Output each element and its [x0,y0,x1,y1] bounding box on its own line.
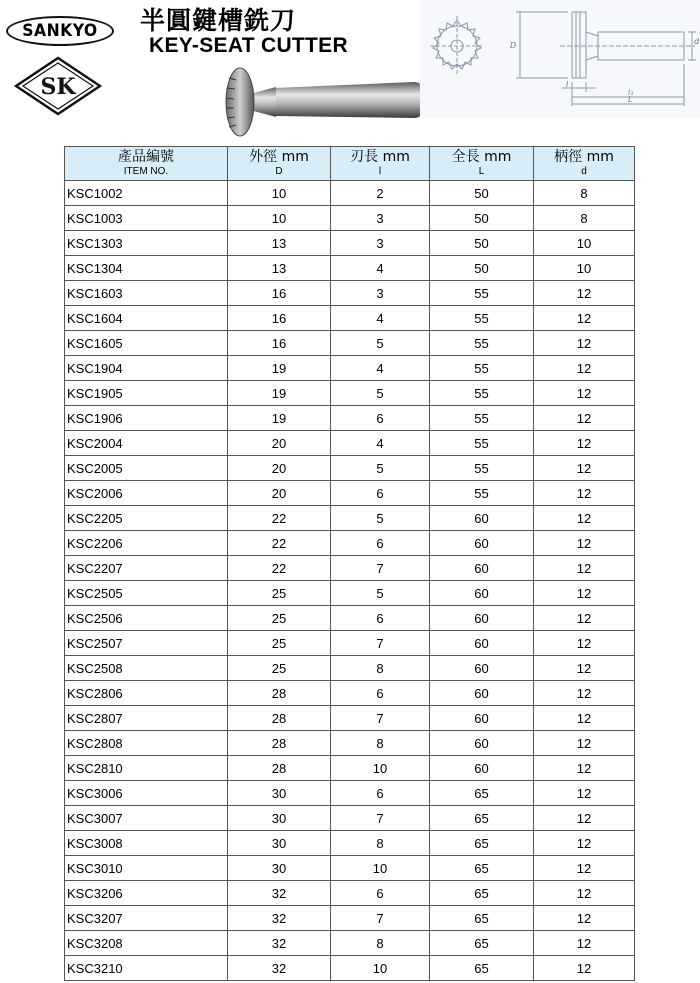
cutting-length-cell: 10 [331,956,430,981]
item-no-cell: KSC1002 [65,181,228,206]
outer-diameter-cell: 28 [228,706,331,731]
shank-diameter-cell: 12 [534,656,635,681]
overall-length-cell: 55 [430,331,534,356]
item-no-cell: KSC3206 [65,881,228,906]
table-row [65,556,635,581]
outer-diameter-cell: 16 [228,281,331,306]
item-no-cell: KSC2004 [65,431,228,456]
spec-table [64,146,635,981]
cutting-length-cell: 4 [331,431,430,456]
item-no-cell: KSC2205 [65,506,228,531]
col-header-shank-diameter [534,147,635,181]
cutting-length-cell: 6 [331,406,430,431]
brand-logo-oval [6,16,114,46]
table-row [65,906,635,931]
table-row [65,856,635,881]
shank-diameter-cell: 12 [534,481,635,506]
shank-diameter-cell: 12 [534,356,635,381]
table-row [65,481,635,506]
sk-logo-icon [14,56,102,116]
overall-length-cell: 50 [430,181,534,206]
shank-diameter-cell: 8 [534,181,635,206]
shank-diameter-cell: 12 [534,856,635,881]
outer-diameter-cell: 20 [228,431,331,456]
table-row [65,631,635,656]
shank-diameter-cell: 12 [534,681,635,706]
shank-diameter-cell: 12 [534,781,635,806]
overall-length-cell: 55 [430,381,534,406]
outer-diameter-cell: 25 [228,656,331,681]
overall-length-cell: 65 [430,856,534,881]
item-no-cell: KSC3006 [65,781,228,806]
drawing-label-l: l [566,80,569,89]
outer-diameter-cell: 22 [228,556,331,581]
table-row [65,331,635,356]
item-no-cell: KSC1905 [65,381,228,406]
outer-diameter-cell: 32 [228,931,331,956]
shank-diameter-cell: 12 [534,881,635,906]
outer-diameter-cell: 28 [228,756,331,781]
outer-diameter-cell: 25 [228,631,331,656]
shank-diameter-cell: 12 [534,906,635,931]
cutting-length-cell: 10 [331,756,430,781]
cutting-length-cell: 7 [331,706,430,731]
overall-length-cell: 60 [430,756,534,781]
outer-diameter-cell: 32 [228,881,331,906]
shank-diameter-cell: 10 [534,256,635,281]
overall-length-cell: 60 [430,506,534,531]
col-header-label-en: D [275,165,283,177]
table-row [65,731,635,756]
table-row [65,381,635,406]
cutting-length-cell: 5 [331,456,430,481]
item-no-cell: KSC1904 [65,356,228,381]
shank-diameter-cell: 12 [534,456,635,481]
cutting-length-cell: 7 [331,556,430,581]
outer-diameter-cell: 30 [228,831,331,856]
table-row [65,806,635,831]
drawing-label-D: D [510,41,517,50]
cutting-length-cell: 8 [331,656,430,681]
item-no-cell: KSC2808 [65,731,228,756]
item-no-cell: KSC2006 [65,481,228,506]
item-no-cell: KSC3208 [65,931,228,956]
shank-diameter-cell: 12 [534,431,635,456]
shank-diameter-cell: 12 [534,531,635,556]
overall-length-cell: 55 [430,406,534,431]
outer-diameter-cell: 22 [228,531,331,556]
product-title-cn: 半圓鍵槽銑刀 [140,6,297,35]
col-header-label-cn: 外徑 mm [249,148,309,165]
cutting-length-cell: 5 [331,331,430,356]
item-no-cell: KSC2806 [65,681,228,706]
cutting-length-cell: 3 [331,281,430,306]
table-header-row [65,147,635,181]
item-no-cell: KSC2505 [65,581,228,606]
col-header-label-en: L [478,165,485,177]
outer-diameter-cell: 20 [228,481,331,506]
shank-diameter-cell: 12 [534,831,635,856]
cutting-length-cell: 7 [331,631,430,656]
drawing-label-L: L [628,95,633,104]
overall-length-cell: 60 [430,706,534,731]
table-row [65,706,635,731]
table-row [65,231,635,256]
table-row [65,756,635,781]
outer-diameter-cell: 25 [228,581,331,606]
item-no-cell: KSC2810 [65,756,228,781]
overall-length-cell: 60 [430,731,534,756]
shank-diameter-cell: 10 [534,231,635,256]
col-header-cutting-length [331,147,430,181]
overall-length-cell: 60 [430,681,534,706]
table-row [65,456,635,481]
outer-diameter-cell: 30 [228,856,331,881]
outer-diameter-cell: 20 [228,456,331,481]
outer-diameter-cell: 32 [228,906,331,931]
outer-diameter-cell: 16 [228,331,331,356]
overall-length-cell: 55 [430,456,534,481]
outer-diameter-cell: 19 [228,356,331,381]
shank-diameter-cell: 12 [534,806,635,831]
item-no-cell: KSC1603 [65,281,228,306]
overall-length-cell: 50 [430,256,534,281]
outer-diameter-cell: 32 [228,956,331,981]
outer-diameter-cell: 22 [228,506,331,531]
outer-diameter-cell: 28 [228,731,331,756]
table-row [65,256,635,281]
shank-diameter-cell: 12 [534,931,635,956]
col-header-label-cn: 全長 mm [451,148,512,165]
overall-length-cell: 55 [430,306,534,331]
cutting-length-cell: 4 [331,356,430,381]
table-row [65,656,635,681]
outer-diameter-cell: 16 [228,306,331,331]
item-no-cell: KSC3210 [65,956,228,981]
cutting-length-cell: 6 [331,531,430,556]
overall-length-cell: 65 [430,831,534,856]
overall-length-cell: 60 [430,581,534,606]
cutter-photo-illustration [214,66,424,138]
col-header-label-en: l [378,165,382,177]
overall-length-cell: 65 [430,781,534,806]
product-title-en: KEY-SEAT CUTTER [149,34,348,57]
outer-diameter-cell: 19 [228,406,331,431]
item-no-cell: KSC3008 [65,831,228,856]
col-header-label-en: ITEM NO. [123,165,169,177]
item-no-cell: KSC2005 [65,456,228,481]
shank-diameter-cell: 12 [534,556,635,581]
item-no-cell: KSC1604 [65,306,228,331]
overall-length-cell: 55 [430,281,534,306]
overall-length-cell: 50 [430,206,534,231]
item-no-cell: KSC1003 [65,206,228,231]
item-no-cell: KSC2506 [65,606,228,631]
outer-diameter-cell: 30 [228,781,331,806]
item-no-cell: KSC1304 [65,256,228,281]
table-row [65,181,635,206]
item-no-cell: KSC1605 [65,331,228,356]
table-row [65,881,635,906]
cutting-length-cell: 6 [331,881,430,906]
item-no-cell: KSC1906 [65,406,228,431]
cutting-length-cell: 8 [331,931,430,956]
item-no-cell: KSC2507 [65,631,228,656]
col-header-item-no [65,147,228,181]
col-header-outer-diameter [228,147,331,181]
overall-length-cell: 65 [430,956,534,981]
item-no-cell: KSC2807 [65,706,228,731]
cutting-length-cell: 6 [331,606,430,631]
overall-length-cell: 60 [430,606,534,631]
item-no-cell: KSC3207 [65,906,228,931]
cutting-length-cell: 8 [331,831,430,856]
outer-diameter-cell: 30 [228,806,331,831]
shank-diameter-cell: 12 [534,706,635,731]
shank-diameter-cell: 12 [534,381,635,406]
col-header-overall-length [430,147,534,181]
cutting-length-cell: 3 [331,231,430,256]
overall-length-cell: 55 [430,481,534,506]
drawing-label-d-shank: d [694,37,700,46]
shank-diameter-cell: 12 [534,631,635,656]
shank-diameter-cell: 12 [534,406,635,431]
overall-length-cell: 65 [430,881,534,906]
outer-diameter-cell: 10 [228,206,331,231]
overall-length-cell: 65 [430,806,534,831]
overall-length-cell: 60 [430,531,534,556]
overall-length-cell: 50 [430,231,534,256]
cutting-length-cell: 7 [331,906,430,931]
shank-diameter-cell: 12 [534,281,635,306]
technical-drawing [420,0,700,118]
spec-table-body [65,181,635,981]
shank-diameter-cell: 12 [534,756,635,781]
table-row [65,306,635,331]
outer-diameter-cell: 10 [228,181,331,206]
cutting-length-cell: 6 [331,781,430,806]
cutting-length-cell: 10 [331,856,430,881]
overall-length-cell: 55 [430,431,534,456]
item-no-cell: KSC3007 [65,806,228,831]
cutting-length-cell: 3 [331,206,430,231]
overall-length-cell: 65 [430,906,534,931]
cutting-length-cell: 4 [331,256,430,281]
col-header-label-cn: 柄徑 mm [554,148,614,165]
table-row [65,606,635,631]
shank-diameter-cell: 12 [534,506,635,531]
outer-diameter-cell: 28 [228,681,331,706]
shank-diameter-cell: 12 [534,731,635,756]
table-row [65,406,635,431]
table-row [65,831,635,856]
item-no-cell: KSC2207 [65,556,228,581]
overall-length-cell: 55 [430,356,534,381]
table-row [65,931,635,956]
cutting-length-cell: 2 [331,181,430,206]
outer-diameter-cell: 13 [228,231,331,256]
item-no-cell: KSC3010 [65,856,228,881]
cutting-length-cell: 7 [331,806,430,831]
item-no-cell: KSC1303 [65,231,228,256]
outer-diameter-cell: 25 [228,606,331,631]
overall-length-cell: 60 [430,631,534,656]
brand-name: SANKYO [22,21,98,41]
cutting-length-cell: 5 [331,381,430,406]
outer-diameter-cell: 13 [228,256,331,281]
overall-length-cell: 60 [430,556,534,581]
cutting-length-cell: 5 [331,581,430,606]
table-row [65,781,635,806]
sk-logo-text: SK [40,74,76,100]
overall-length-cell: 65 [430,931,534,956]
col-header-label-en: d [581,165,587,177]
table-row [65,681,635,706]
cutting-length-cell: 8 [331,731,430,756]
col-header-label-cn: 產品編號 [118,148,174,165]
table-row [65,506,635,531]
table-row [65,356,635,381]
item-no-cell: KSC2206 [65,531,228,556]
col-header-label-cn: 刃長 mm [350,148,410,165]
table-row [65,206,635,231]
shank-diameter-cell: 12 [534,331,635,356]
table-row [65,281,635,306]
table-row [65,956,635,981]
drawing-label-l1: l₁ [628,88,634,97]
table-row [65,581,635,606]
outer-diameter-cell: 19 [228,381,331,406]
cutting-length-cell: 5 [331,506,430,531]
shank-diameter-cell: 12 [534,956,635,981]
overall-length-cell: 60 [430,656,534,681]
table-row [65,531,635,556]
cutting-length-cell: 6 [331,681,430,706]
shank-diameter-cell: 12 [534,606,635,631]
cutting-length-cell: 4 [331,306,430,331]
cutting-length-cell: 6 [331,481,430,506]
shank-diameter-cell: 12 [534,581,635,606]
shank-diameter-cell: 12 [534,306,635,331]
shank-diameter-cell: 8 [534,206,635,231]
table-row [65,431,635,456]
item-no-cell: KSC2508 [65,656,228,681]
